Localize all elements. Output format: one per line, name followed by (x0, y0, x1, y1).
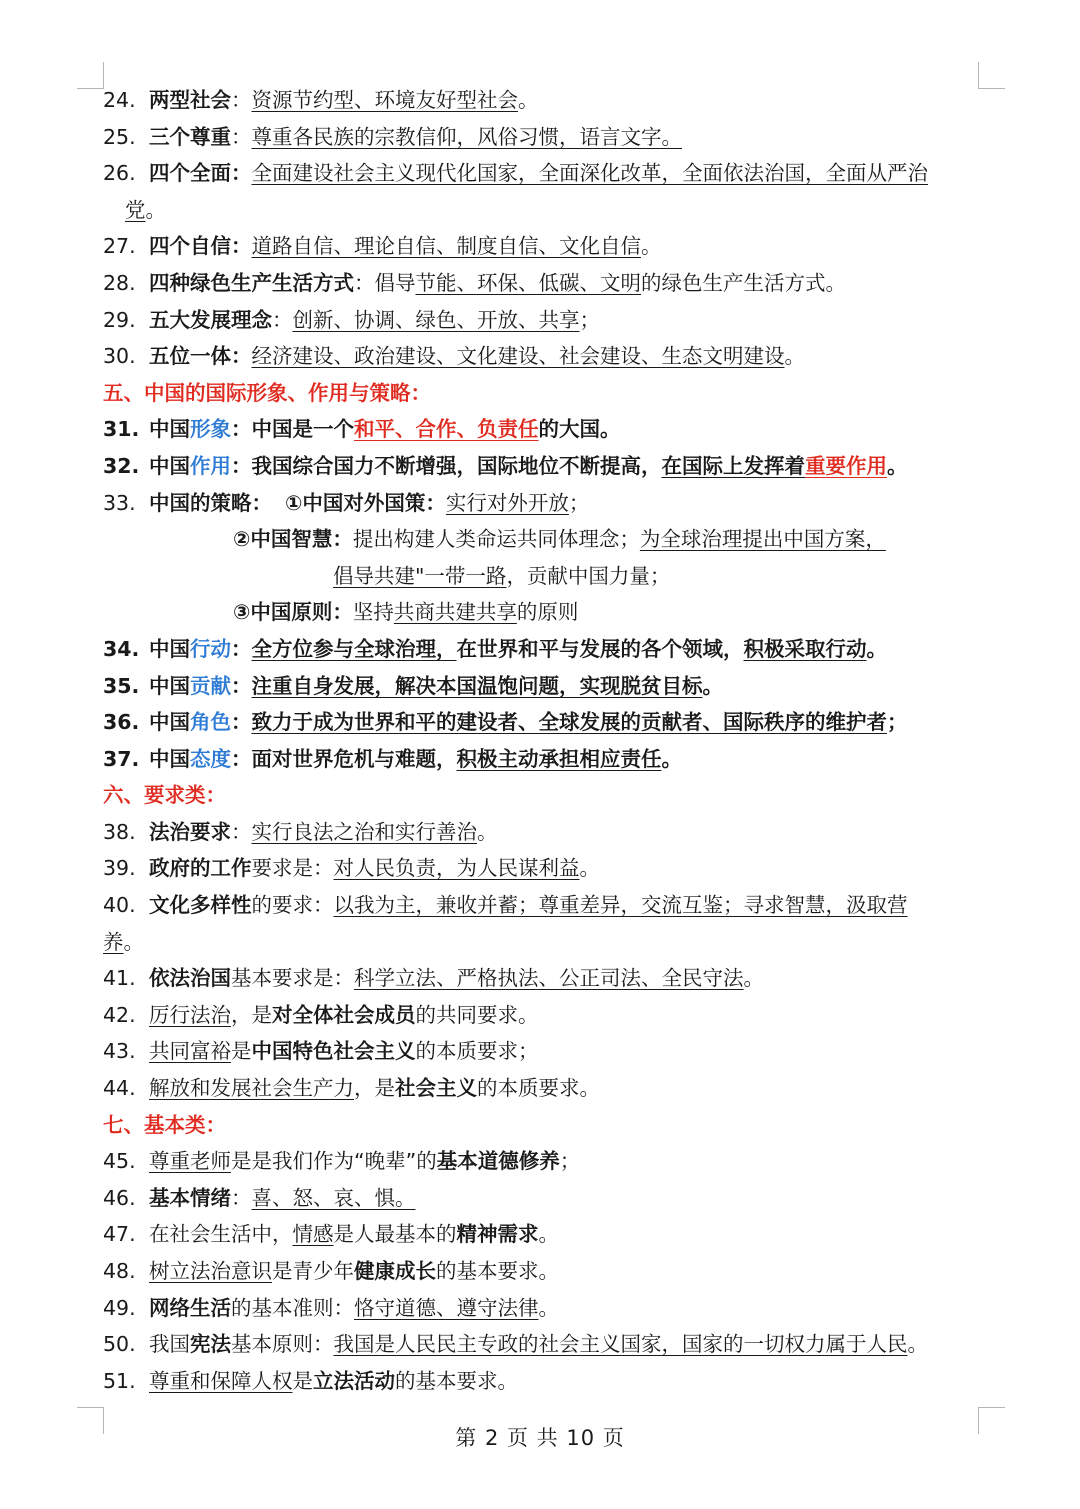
item-44: 44. 解放和发展社会生产力，是社会主义的本质要求。 (103, 1076, 600, 1101)
item-34: 34. 中国行动：全方位参与全球治理，在世界和平与发展的各个领域，积极采取行动。 (103, 636, 887, 661)
item-32: 32. 中国作用：我国综合国力不断增强，国际地位不断提高，在国际上发挥着重要作用。 (103, 453, 908, 478)
item-36: 36. 中国角色：致力于成为世界和平的建设者、全球发展的贡献者、国际秩序的维护者； (103, 710, 908, 735)
item-41: 41. 依法治国基本要求是：科学立法、严格执法、公正司法、全民守法。 (103, 966, 764, 991)
item-33-wisdom: ②中国智慧：提出构建人类命运共同体理念；为全球治理提出中国方案， (233, 527, 886, 552)
item-26-continuation: 党。 (125, 197, 166, 222)
item-49: 49. 网络生活的基本准则：恪守道德、遵守法律。 (103, 1295, 559, 1320)
item-48: 48. 树立法治意识是青少年健康成长的基本要求。 (103, 1259, 559, 1283)
item-33: 33. 中国的策略： ①中国对外国策：实行对外开放； (103, 490, 590, 515)
item-27: 27. 四个自信：道路自信、理论自信、制度自信、文化自信。 (103, 234, 662, 259)
document-body (103, 82, 983, 1399)
item-24: 24. 两型社会：资源节约型、环境友好型社会。 (103, 88, 539, 112)
item-40-continuation: 养。 (103, 929, 144, 954)
item-50: 50. 我国宪法基本原则：我国是人民民主专政的社会主义国家，国家的一切权力属于人民。 (103, 1332, 928, 1357)
item-43: 43. 共同富裕是中国特色社会主义的本质要求； (103, 1039, 539, 1064)
item-33-principle: ③中国原则：坚持共商共建共享的原则 (233, 600, 579, 625)
item-39: 39. 政府的工作要求是：对人民负责，为人民谋利益。 (103, 856, 600, 881)
section-heading-5: 五、中国的国际形象、作用与策略： (103, 380, 431, 405)
item-37: 37. 中国态度：面对世界危机与难题，积极主动承担相应责任。 (103, 746, 682, 771)
item-31: 31. 中国形象：中国是一个和平、合作、负责任的大国。 (103, 417, 621, 442)
item-26: 26. 四个全面：全面建设社会主义现代化国家，全面深化改革，全面依法治国，全面从严治 (103, 161, 928, 186)
item-30: 30. 五位一体：经济建设、政治建设、文化建设、社会建设、生态文明建设。 (103, 344, 805, 369)
item-28: 28. 四种绿色生产生活方式：倡导节能、环保、低碳、文明的绿色生产生活方式。 (103, 270, 846, 295)
item-35: 35. 中国贡献：注重自身发展，解决本国温饱问题，实现脱贫目标。 (103, 673, 723, 698)
item-25: 25. 三个尊重：尊重各民族的宗教信仰，风俗习惯，语言文字。 (103, 124, 682, 149)
item-47: 47. 在社会生活中，情感是人最基本的精神需求。 (103, 1222, 559, 1247)
item-38: 38. 法治要求：实行良法之治和实行善治。 (103, 819, 498, 844)
item-42: 42. 厉行法治，是对全体社会成员的共同要求。 (103, 1002, 539, 1027)
crop-mark-top-left (77, 62, 104, 89)
item-45: 45. 尊重老师是是我们作为“晚辈”的基本道德修养； (103, 1149, 581, 1174)
item-29: 29. 五大发展理念：创新、协调、绿色、开放、共享； (103, 307, 600, 332)
item-51: 51. 尊重和保障人权是立法活动的基本要求。 (103, 1368, 518, 1393)
item-33-wisdom-continuation: 倡导共建"一带一路，贡献中国力量； (333, 563, 671, 588)
section-heading-6: 六、要求类： (103, 783, 226, 808)
item-46: 46. 基本情绪：喜、怒、哀、惧。 (103, 1185, 416, 1210)
item-40: 40. 文化多样性的要求：以我为主，兼收并蓄；尊重差异，交流互鉴；寻求智慧，汲取营 (103, 893, 908, 918)
section-heading-7: 七、基本类： (103, 1112, 226, 1137)
page-number-footer: 第 2 页 共 10 页 (455, 1426, 625, 1450)
